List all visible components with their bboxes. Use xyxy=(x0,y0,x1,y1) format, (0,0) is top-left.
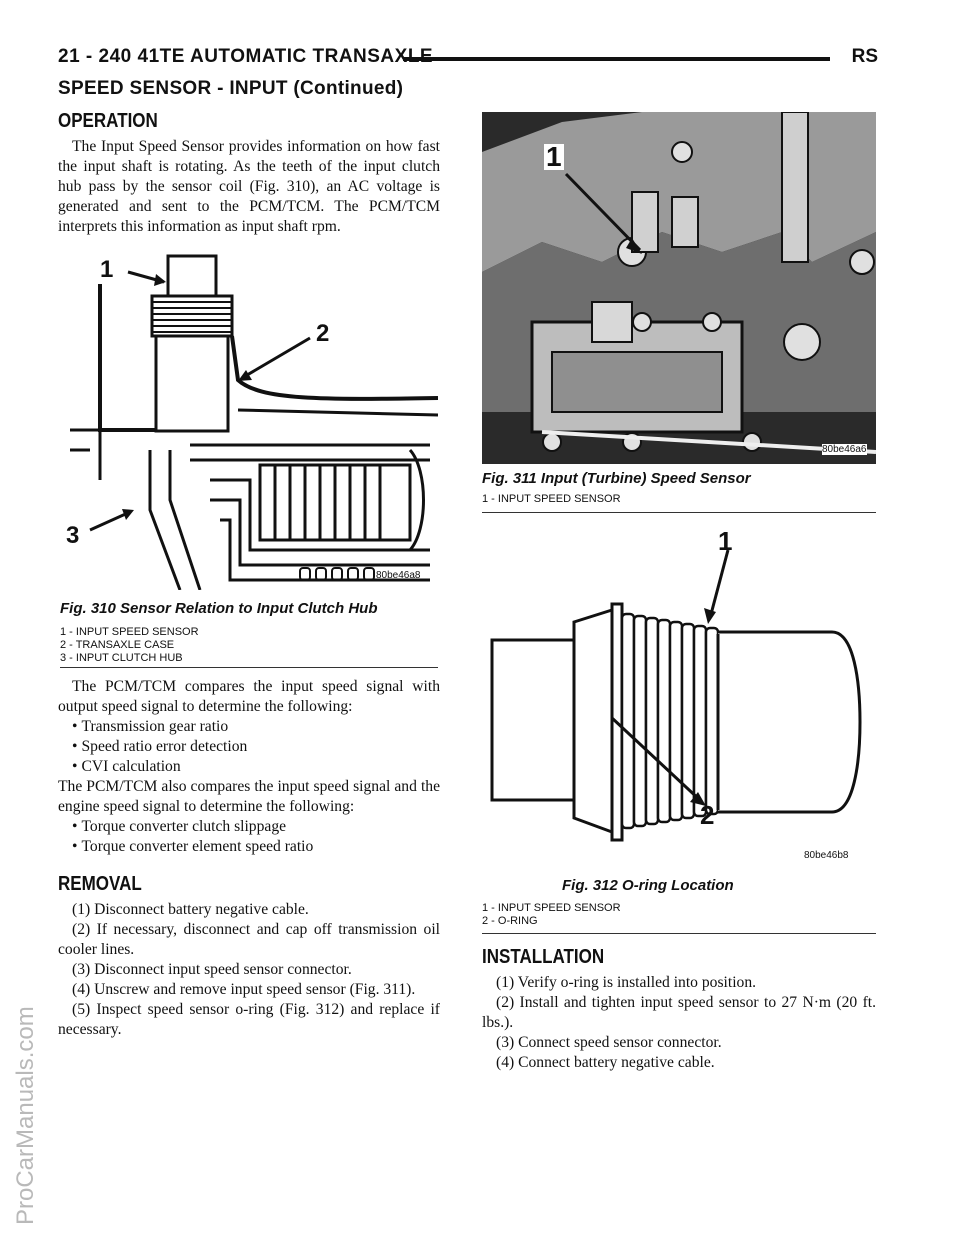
page-header xyxy=(58,42,878,72)
removal-step: (5) Inspect speed sensor o-ring (Fig. 312) and replace if necessary. xyxy=(58,1001,440,1038)
installation-section xyxy=(482,946,876,1073)
fig311-legend-item: 1 - INPUT SPEED SENSOR xyxy=(482,493,621,505)
fig311-drawing xyxy=(482,112,876,464)
removal-step: (1) Disconnect battery negative cable. xyxy=(72,901,309,918)
fig311-code: 80be46a6 xyxy=(822,444,867,455)
fig311-photo xyxy=(482,112,876,464)
operation-heading: OPERATION xyxy=(58,110,158,132)
operation-paragraph-1: The Input Speed Sensor provides information on how fast the input shaft is rotating. As the teeth of the input clutch hub pass by the sensor coil (Fig. 310), an AC voltage is generated and sent to the PCM/TCM. The PCM/TCM interprets this information as input shaft rpm. xyxy=(58,138,440,235)
installation-step: (1) Verify o-ring is installed into position. xyxy=(496,974,757,991)
operation-bullet: • Speed ratio error detection xyxy=(58,737,440,757)
fig312-code: 80be46b8 xyxy=(804,850,849,861)
installation-step: (2) Install and tighten input speed sensor to 27 N·m (20 ft. lbs.). xyxy=(482,994,876,1031)
fig310-rule xyxy=(60,667,438,668)
operation-bullet: • Transmission gear ratio xyxy=(58,717,440,737)
operation-bullet: • Torque converter clutch slippage xyxy=(58,817,440,837)
fig310-legend-item: 1 - INPUT SPEED SENSOR xyxy=(60,626,199,638)
installation-heading: INSTALLATION xyxy=(482,946,605,968)
fig312-caption: Fig. 312 O-ring Location xyxy=(562,877,734,894)
operation-bullet: • CVI calculation xyxy=(58,757,440,777)
manual-code: RS xyxy=(851,46,878,67)
fig310-legend-item: 3 - INPUT CLUTCH HUB xyxy=(60,652,183,664)
fig312-legend xyxy=(482,902,621,928)
fig310-callout-2: 2 xyxy=(316,320,330,347)
fig312-rule xyxy=(482,933,876,934)
operation-paragraph-3: The PCM/TCM also compares the input speed signal and the engine speed signal to determine the following: xyxy=(58,778,440,815)
removal-step: (4) Unscrew and remove input speed sensor (Fig. 311). xyxy=(72,981,416,998)
fig310-illustration xyxy=(60,250,438,590)
operation-paragraph-2: The PCM/TCM compares the input speed signal with output speed signal to determine the following: xyxy=(58,678,440,715)
installation-step: (3) Connect speed sensor connector. xyxy=(496,1034,722,1051)
operation-continued xyxy=(58,677,440,1040)
fig311-rule xyxy=(482,512,876,513)
fig310-caption: Fig. 310 Sensor Relation to Input Clutch Hub xyxy=(60,600,378,617)
operation-bullet: • Torque converter element speed ratio xyxy=(58,837,440,857)
fig310-legend xyxy=(60,626,199,665)
removal-step: (2) If necessary, disconnect and cap off transmission oil cooler lines. xyxy=(58,921,440,958)
installation-step: (4) Connect battery negative cable. xyxy=(496,1054,715,1071)
fig311-caption: Fig. 311 Input (Turbine) Speed Sensor xyxy=(482,470,751,487)
fig310-drawing xyxy=(60,250,438,590)
removal-step: (3) Disconnect input speed sensor connector. xyxy=(72,961,352,978)
page-reference: 21 - 240 41TE AUTOMATIC TRANSAXLE xyxy=(58,46,434,67)
operation-section xyxy=(58,110,440,237)
watermark: ProCarManuals.com xyxy=(12,1006,39,1225)
fig312-callout-1: 1 xyxy=(718,526,733,556)
fig312-legend-item: 2 - O-RING xyxy=(482,915,538,927)
fig310-legend-item: 2 - TRANSAXLE CASE xyxy=(60,639,175,651)
fig311-legend xyxy=(482,493,621,506)
fig310-callout-1: 1 xyxy=(100,256,114,283)
removal-heading: REMOVAL xyxy=(58,873,142,895)
fig312-legend-item: 1 - INPUT SPEED SENSOR xyxy=(482,902,621,914)
fig312-illustration xyxy=(482,522,876,868)
header-rule xyxy=(403,57,830,61)
fig311-callout-1: 1 xyxy=(546,141,562,172)
fig312-callout-2: 2 xyxy=(700,800,715,830)
fig310-code: 80be46a8 xyxy=(376,570,421,581)
fig312-drawing xyxy=(482,522,876,868)
section-continued-title: SPEED SENSOR - INPUT (Continued) xyxy=(58,78,404,99)
fig310-callout-3: 3 xyxy=(66,522,80,549)
